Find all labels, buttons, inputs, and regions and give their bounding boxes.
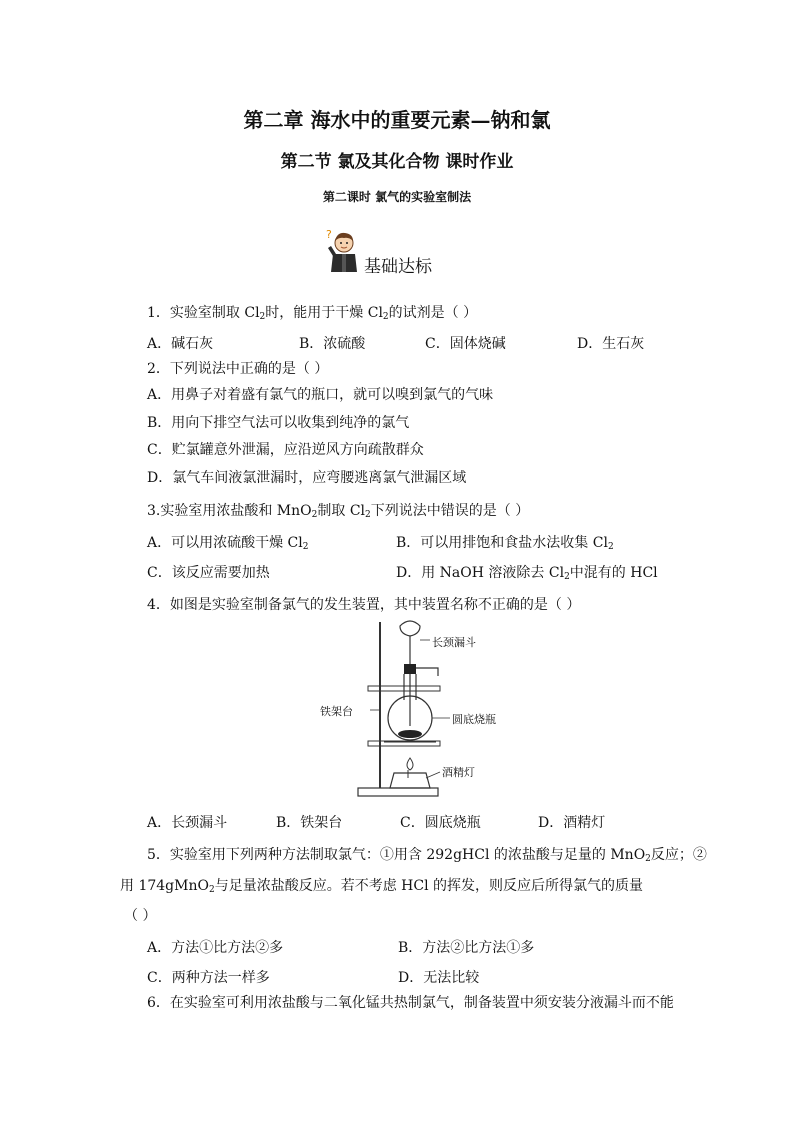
question-1-option-c[interactable]: C．固体烧碱 [425, 336, 506, 352]
question-2-option-b[interactable]: B．用向下排空气法可以收集到纯净的氯气 [147, 415, 410, 431]
question-5-option-c[interactable]: C．两种方法一样多 [147, 970, 270, 986]
question-5-answer-blank: （ ） [124, 908, 157, 924]
question-4-option-c[interactable]: C．圆底烧瓶 [400, 815, 481, 831]
question-1-option-b[interactable]: B．浓硫酸 [299, 336, 366, 352]
question-3-option-a[interactable]: A．可以用浓硫酸干燥 $Cl_2$ [147, 535, 309, 552]
lesson-title: 第二课时 氯气的实验室制法 [322, 190, 472, 204]
question-2-option-d[interactable]: D．氯气车间液氯泄漏时，应弯腰逃离氯气泄漏区域 [147, 470, 467, 486]
question-3-option-d[interactable]: D．用 NaOH 溶液除去 $Cl_2$中混有的 HCl [396, 565, 658, 582]
question-2-option-a[interactable]: A．用鼻子对着盛有氯气的瓶口，就可以嗅到氯气的气味 [147, 387, 494, 403]
question-4-stem: 4．如图是实验室制备氯气的发生装置，其中装置名称不正确的是（ ） [147, 597, 581, 613]
question-1-stem: 1．实验室制取 $Cl_2$时，能用于干燥 $Cl_2$的试剂是（ ） [147, 305, 478, 322]
question-3-option-b[interactable]: B．可以用排饱和食盐水法收集 $Cl_2$ [396, 535, 614, 552]
question-4-option-d[interactable]: D．酒精灯 [538, 815, 606, 831]
question-3-stem: 3.实验室用浓盐酸和 MnO$_2$制取 $Cl_2$下列说法中错误的是（ ） [147, 503, 530, 520]
question-2-stem: 2．下列说法中正确的是（ ） [147, 361, 329, 377]
section-title: 第二节 氯及其化合物 课时作业 [280, 152, 514, 172]
question-5-stem-line2: 用 174gMnO$_2$与足量浓盐酸反应。若不考虑 HCl 的挥发，则反应后所得氯气的质量 [120, 878, 644, 895]
question-5-option-d[interactable]: D．无法比较 [398, 970, 480, 986]
section-label: 基础达标 [364, 257, 432, 277]
student-thinking-icon [324, 226, 364, 276]
question-5-option-a[interactable]: A．方法①比方法②多 [147, 940, 284, 956]
question-4-option-a[interactable]: A．长颈漏斗 [147, 815, 228, 831]
label-funnel: 长颈漏斗 [432, 636, 476, 649]
label-flask: 圆底烧瓶 [452, 713, 496, 726]
label-lamp: 酒精灯 [442, 766, 475, 779]
question-5-stem-line1: 5．实验室用下列两种方法制取氯气：①用含 292gHCl 的浓盐酸与足量的 MnO$_2$反应；② [147, 847, 707, 864]
question-6-stem: 6．在实验室可利用浓盐酸与二氧化锰共热制氯气，制备装置中须安装分液漏斗而不能 [147, 995, 674, 1011]
question-5-option-b[interactable]: B．方法②比方法①多 [398, 940, 535, 956]
apparatus-diagram [318, 618, 518, 804]
chapter-title: 第二章 海水中的重要元素—钠和氯 [243, 108, 551, 132]
question-2-option-c[interactable]: C．贮氯罐意外泄漏，应沿逆风方向疏散群众 [147, 442, 424, 458]
question-4-option-b[interactable]: B．铁架台 [276, 815, 343, 831]
question-1-option-d[interactable]: D．生石灰 [577, 336, 645, 352]
svg-text:?: ? [326, 228, 332, 241]
question-1-option-a[interactable]: A．碱石灰 [147, 336, 214, 352]
label-stand: 铁架台 [320, 705, 353, 718]
question-3-option-c[interactable]: C．该反应需要加热 [147, 565, 270, 581]
